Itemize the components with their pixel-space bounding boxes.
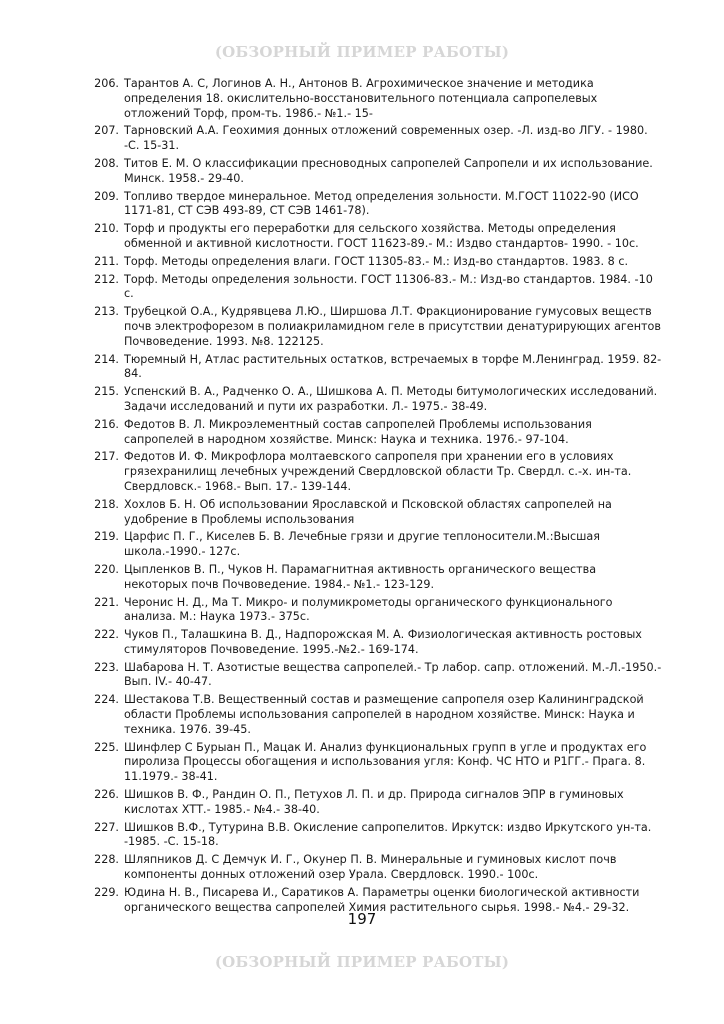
reference-number: 218. [94, 497, 119, 511]
reference-number: 225. [94, 740, 119, 754]
reference-text: Тарантов А. С, Логинов А. Н., Антонов В. Агрохимическое значение и методика определения 18. окислительно-восстановительного потенциала сапропелевых отложений Торф, пром-ть. 1986.- №1.- 15- [124, 77, 598, 120]
reference-text: Шестакова Т.В. Вещественный состав и размещение сапропеля озер Калининградской области Проблемы использования сапропелей в народном хозяйстве. Минск: Наука и техника. 1976. 39-45. [124, 693, 644, 736]
reference-text: Тюремный Н, Атлас растительных остатков, встречаемых в торфе М.Ленинград. 1959. 82-84. [124, 352, 662, 381]
page-number: 197 [347, 910, 377, 928]
reference-number: 213. [94, 305, 119, 319]
reference-item [0, 418, 724, 448]
reference-item [0, 741, 724, 785]
reference-text: Торф. Методы определения влаги. ГОСТ 11305-83.- М.: Изд-во стандартов. 1983. 8 с. [124, 254, 629, 268]
reference-number: 223. [94, 660, 119, 674]
reference-item [0, 628, 724, 658]
reference-text: Царфис П. Г., Киселев Б. В. Лечебные грязи и другие теплоносители.М.:Высшая школа.-1990.- 127с. [124, 530, 600, 559]
reference-number: 222. [94, 628, 119, 642]
reference-item [0, 157, 724, 187]
reference-number: 209. [94, 189, 119, 203]
reference-text: Тарновский А.А. Геохимия донных отложений современных озер. -Л. изд-во ЛГУ. - 1980. -С. 15-31. [124, 124, 648, 153]
reference-text: Шишков В. Ф., Рандин О. П., Петухов Л. П. и др. Природа сигналов ЭПР в гуминовых кислотах ХТТ.- 1985.- №4.- 38-40. [124, 788, 624, 816]
reference-item [0, 385, 724, 415]
reference-text: Трубецкой О.А., Кудрявцева Л.Ю., Ширшова Л.Т. Фракционирование гумусовых веществ почв электрофорезом в полиакриламидном геле в присутствии денатурирующих агентов Почвоведение. 1993. №8. 122125. [124, 305, 661, 348]
reference-text: Черонис Н. Д., Ма Т. Микро- и полумикрометоды органического функционального анализа. М.: Наука 1973.- 375с. [124, 595, 613, 624]
reference-text: Шинфлер С Бурыан П., Мацак И. Анализ функциональных групп в угле и продуктах его пиролиза Процессы обогащения и использования угля: Конф. ЧС НТО и Р1ГГ.- Прага. 8. 11.1979.- 38-41. [124, 740, 647, 784]
reference-number: 207. [94, 124, 119, 138]
reference-item [0, 661, 724, 691]
reference-text: Шабарова Н. Т. Азотистые вещества сапропелей.- Тр лабор. сапр. отложений. М.-Л.-1950.- Вып. IV.- 40-47. [124, 660, 662, 689]
reference-text: Юдина Н. В., Писарева И., Саратиков А. Параметры оценки биологической активности органического вещества сапропелей Химия растительного сырья. 1998.- №4.- 29-32. [124, 885, 640, 914]
reference-number: 228. [94, 853, 119, 867]
reference-text: Топливо твердое минеральное. Метод определения зольности. М.ГОСТ 11022-90 (ИСО 1171-81, СТ СЭВ 493-89, СТ СЭВ 1461-78). [124, 189, 639, 218]
reference-item [0, 353, 724, 383]
reference-item [0, 124, 724, 154]
reference-text: Шляпников Д. С Демчук И. Г., Окунер П. В. Минеральные и гуминовых кислот почв компоненты донных отложений озер Урала. Свердловск. 1990.- 100с. [124, 853, 617, 882]
reference-item [0, 821, 724, 851]
reference-number: 221. [94, 595, 119, 609]
watermark-top: (ОБЗОРНЫЙ ПРИМЕР РАБОТЫ) [214, 43, 510, 61]
reference-item [0, 853, 724, 883]
reference-number: 212. [94, 272, 119, 286]
reference-item [0, 693, 724, 737]
reference-item [0, 530, 724, 560]
watermark-bottom: (ОБЗОРНЫЙ ПРИМЕР РАБОТЫ) [214, 953, 510, 971]
reference-text: Федотов И. Ф. Микрофлора молтаевского сапропеля при хранении его в условиях грязехранилищ лечебных учреждений Свердловской области Тр. Свердл. с.-х. ин-та. Свердловск.- 1968.- Вып. 17.- 139-144. [124, 450, 632, 493]
reference-number: 227. [94, 820, 119, 834]
reference-item [0, 498, 724, 528]
reference-number: 217. [94, 450, 119, 464]
reference-number: 215. [94, 385, 119, 399]
reference-number: 210. [94, 222, 119, 236]
reference-number: 224. [94, 693, 119, 707]
reference-item [0, 273, 724, 303]
reference-text: Хохлов Б. Н. Об использовании Ярославской и Псковской областях сапропелей на удобрение в Проблемы использования [124, 497, 612, 526]
reference-item [0, 222, 724, 252]
reference-item [0, 788, 724, 818]
reference-item [0, 563, 724, 593]
reference-text: Успенский В. А., Радченко О. А., Шишкова А. П. Методы битумологических исследований. Задачи исследований и пути их разработки. Л.- 1975.- 38-49. [124, 385, 658, 413]
reference-number: 216. [94, 417, 119, 431]
reference-item [0, 305, 724, 349]
reference-number: 219. [94, 530, 119, 544]
reference-list [0, 77, 724, 918]
reference-number: 214. [94, 352, 119, 366]
reference-number: 220. [94, 562, 119, 576]
reference-number: 211. [94, 254, 119, 268]
reference-text: Титов Е. М. О классификации пресноводных сапропелей Сапропели и их использование. Минск. 1958.- 29-40. [124, 156, 653, 185]
reference-text: Торф и продукты его переработки для сельского хозяйства. Методы определения обменной и активной кислотности. ГОСТ 11623-89.- М.: Издво стандартов- 1990. - 10с. [124, 222, 639, 250]
reference-item [0, 450, 724, 494]
reference-item [0, 190, 724, 220]
reference-text: Шишков В.Ф., Тутурина В.В. Окисление сапропелитов. Иркутск: издво Иркутского ун-та. -1985. -С. 15-18. [124, 820, 652, 849]
reference-item [0, 77, 724, 121]
reference-item [0, 255, 724, 270]
reference-item [0, 596, 724, 626]
reference-text: Чуков П., Талашкина В. Д., Надпорожская М. А. Физиологическая активность ростовых стимуляторов Почвоведение. 1995.-№2.- 169-174. [124, 628, 642, 656]
reference-number: 206. [94, 77, 119, 90]
reference-number: 226. [94, 788, 119, 802]
reference-number: 229. [94, 885, 119, 899]
reference-text: Федотов В. Л. Микроэлементный состав сапропелей Проблемы использования сапропелей в народном хозяйстве. Минск: Наука и техника. 1976.- 97-104. [124, 417, 592, 446]
reference-number: 208. [94, 156, 119, 170]
reference-text: Цыпленков В. П., Чуков Н. Парамагнитная активность органического вещества некоторых почв Почвоведение. 1984.- №1.- 123-129. [124, 562, 597, 591]
reference-text: Торф. Методы определения зольности. ГОСТ 11306-83.- М.: Изд-во стандартов. 1984. -10 с. [124, 272, 653, 301]
